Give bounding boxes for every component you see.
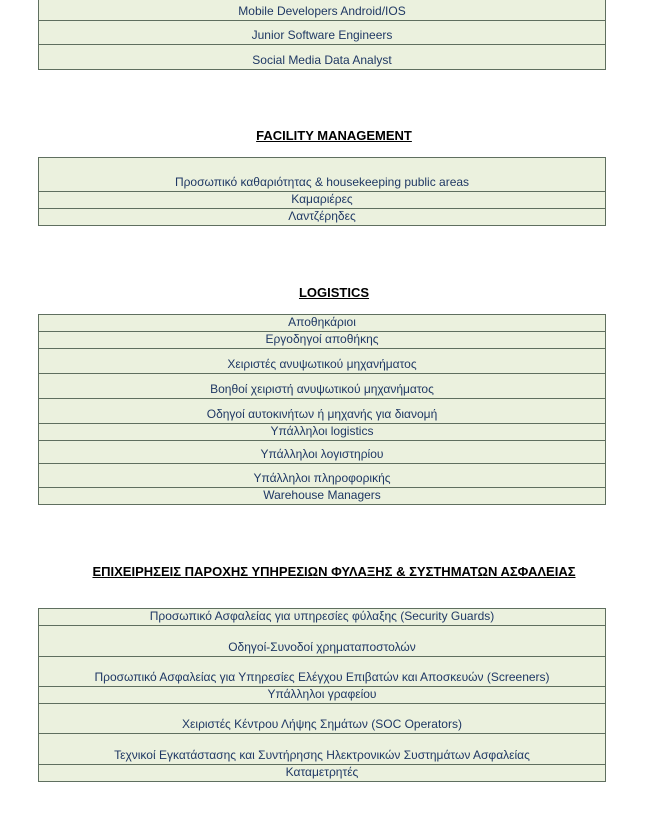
table-row: Mobile Developers Android/IOS xyxy=(39,0,605,21)
facility-management-table xyxy=(38,157,606,226)
section-heading-logistics: LOGISTICS xyxy=(298,285,370,300)
table-row: Προσωπικό Ασφαλείας για υπηρεσίες φύλαξης (Security Guards) xyxy=(39,609,605,626)
table-row: Junior Software Engineers xyxy=(39,21,605,45)
table-row: Υπάλληλοι πληροφορικής xyxy=(39,464,605,488)
table-row: Καμαριέρες xyxy=(39,192,605,209)
table-row: Υπάλληλοι γραφείου xyxy=(39,687,605,704)
table-row: Προσωπικό καθαριότητας & housekeeping public areas xyxy=(39,158,605,192)
table-row: Υπάλληλοι logistics xyxy=(39,424,605,441)
table-row: Αποθηκάριοι xyxy=(39,315,605,332)
table-row: Εργοδηγοί αποθήκης xyxy=(39,332,605,349)
table-row: Οδηγοί αυτοκινήτων ή μηχανής για διανομή xyxy=(39,399,605,424)
table-row: Υπάλληλοι λογιστηρίου xyxy=(39,441,605,464)
it-roles-table xyxy=(38,0,606,70)
table-row: Βοηθοί χειριστή ανυψωτικού μηχανήματος xyxy=(39,374,605,399)
table-row: Τεχνικοί Εγκατάστασης και Συντήρησης Ηλεκτρονικών Συστημάτων Ασφαλείας xyxy=(39,734,605,765)
table-row: Χειριστές Κέντρου Λήψης Σημάτων (SOC Operators) xyxy=(39,704,605,734)
table-row: Καταμετρητές xyxy=(39,765,605,781)
section-heading-facility-management: FACILITY MANAGEMENT xyxy=(256,128,412,143)
table-row: Χειριστές ανυψωτικού μηχανήματος xyxy=(39,349,605,374)
table-row: Social Media Data Analyst xyxy=(39,45,605,69)
logistics-table xyxy=(38,314,606,505)
table-row: Λαντζέρηδες xyxy=(39,209,605,225)
table-row: Οδηγοί-Συνοδοί χρηματαποστολών xyxy=(39,626,605,657)
table-row: Warehouse Managers xyxy=(39,488,605,504)
security-services-table xyxy=(38,608,606,782)
section-heading-security-services: ΕΠΙΧΕΙΡΗΣΕΙΣ ΠΑΡΟΧΗΣ ΥΠΗΡΕΣΙΩΝ ΦΥΛΑΞΗΣ & ΣΥΣΤΗΜΑΤΩΝ ΑΣΦΑΛΕΙΑΣ xyxy=(92,564,576,579)
table-row: Προσωπικό Ασφαλείας για Υπηρεσίες Ελέγχου Επιβατών και Αποσκευών (Screeners) xyxy=(39,657,605,687)
